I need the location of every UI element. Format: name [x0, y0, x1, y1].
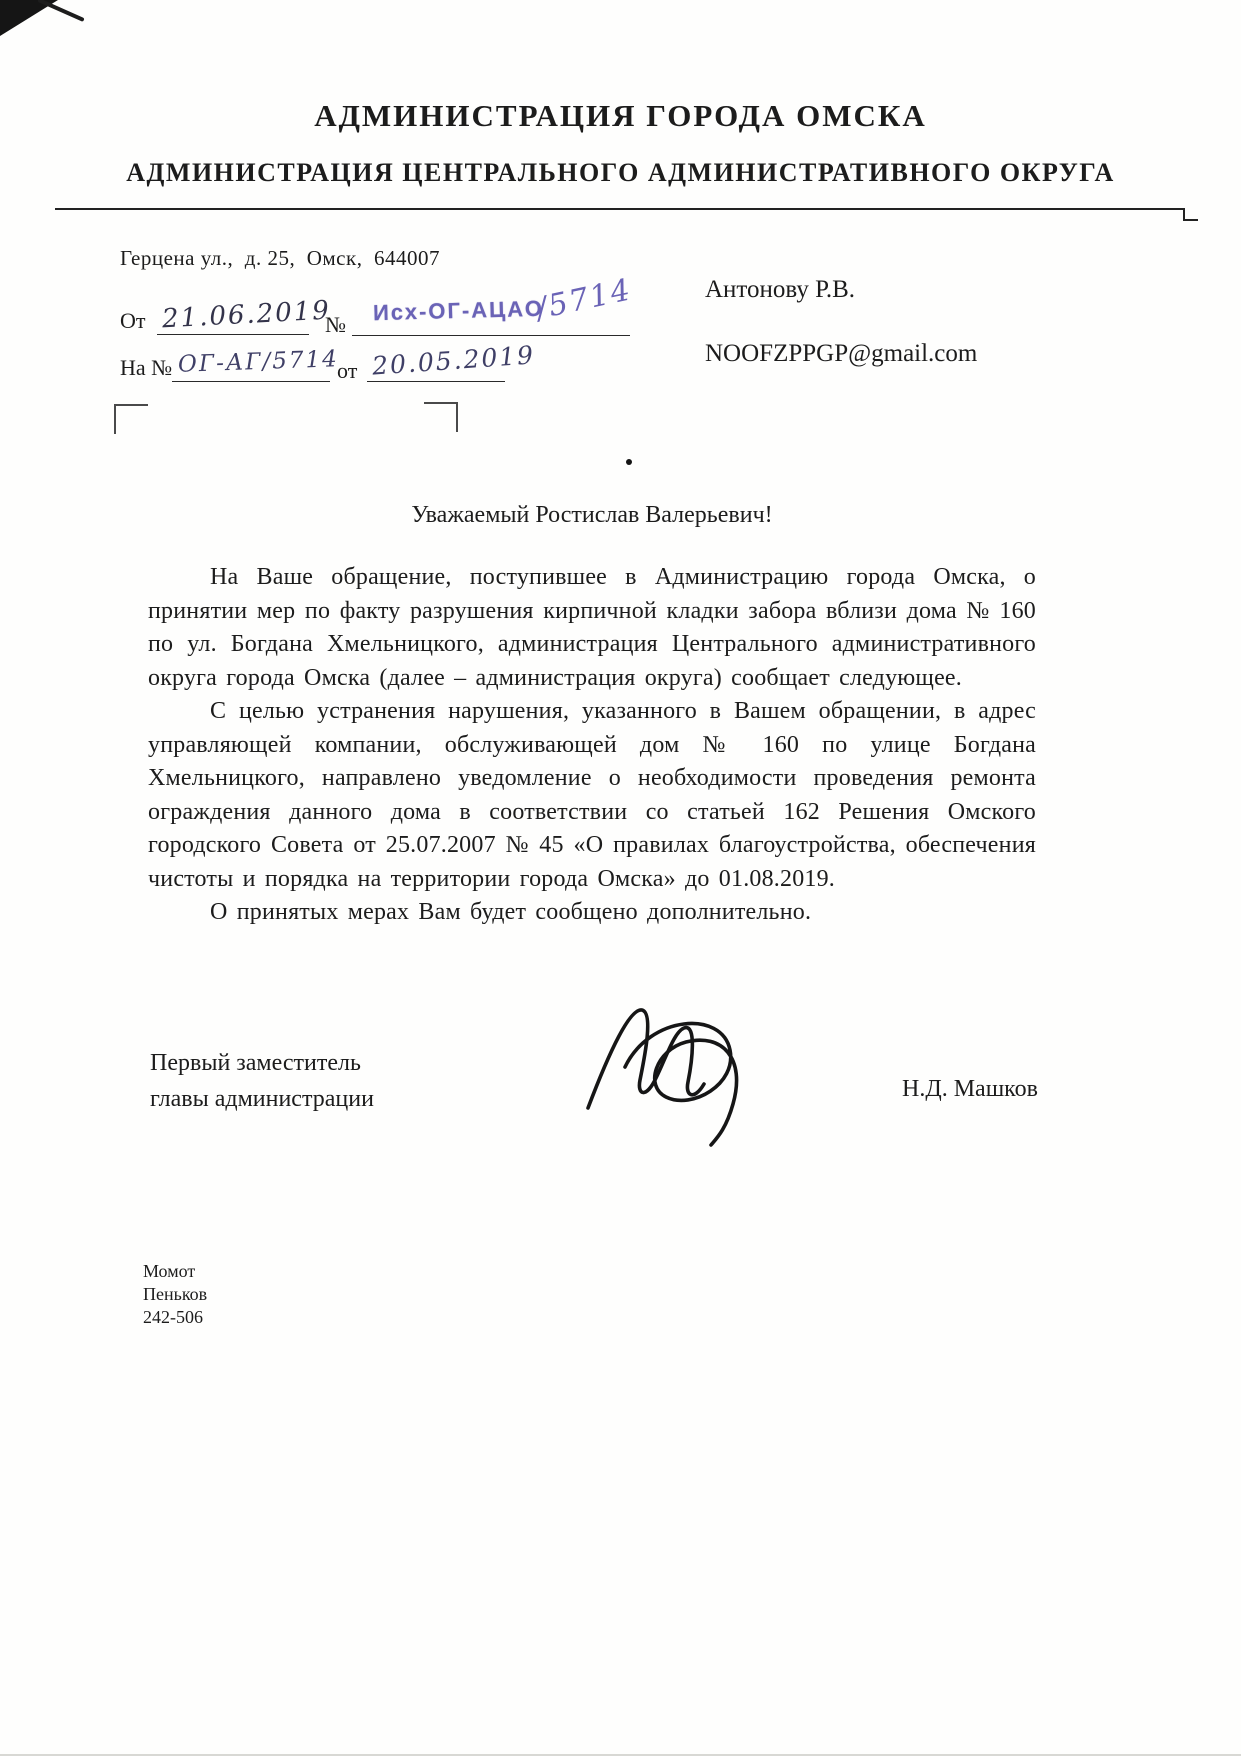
outgoing-number-handwritten: /5714	[533, 272, 636, 327]
recipient-email: NOOFZPPGP@gmail.com	[705, 340, 978, 367]
ref-from-label: От	[120, 308, 146, 333]
header-divider-end	[1183, 219, 1198, 221]
letter-footer	[143, 1260, 207, 1329]
reply-ref-from-label: от	[337, 358, 358, 383]
body-paragraph-1: На Ваше обращение, поступившее в Администрацию города Омска, о принятии мер по факту разрушения кирпичной кладки забора вблизи дома № 160 по ул. Богдана Хмельницкого, администрация Центрального административного округа города Омска (далее – администрация округа) сообщает следующее.	[148, 564, 1036, 691]
signer-title-line1: Первый заместитель	[150, 1050, 361, 1076]
sender-address: Герцена ул., д. 25, Омск, 644007	[120, 246, 440, 270]
address-field-corner-mark-right	[424, 402, 458, 432]
ref-number-label: №	[325, 312, 346, 337]
signature-scribble	[570, 982, 790, 1147]
footer-executor-2: Пеньков	[143, 1284, 208, 1304]
org-name-district: АДМИНИСТРАЦИЯ ЦЕНТРАЛЬНОГО АДМИНИСТРАТИВНОГО ОКРУГА	[126, 158, 1115, 187]
outgoing-number-stamp: Исх-ОГ-АЦАО	[372, 295, 545, 326]
salutation: Уважаемый Ростислав Валерьевич!	[411, 502, 773, 528]
footer-phone: 242-506	[143, 1307, 203, 1327]
scan-speck-dot	[626, 459, 632, 465]
header-divider	[55, 208, 1183, 210]
reply-ref-number-line	[172, 381, 330, 382]
signer-title-line2: главы администрации	[150, 1086, 374, 1112]
org-name-city: АДМИНИСТРАЦИЯ ГОРОДА ОМСКА	[314, 98, 927, 133]
reply-ref-date-handwritten: 20.05.2019	[371, 340, 536, 381]
reply-ref-number-handwritten: ОГ-АГ/5714	[177, 346, 340, 378]
ref-number-line	[352, 335, 630, 336]
letter-body	[148, 502, 1036, 930]
footer-executor-1: Момот	[143, 1261, 196, 1281]
reply-ref-date-line	[367, 381, 505, 382]
body-paragraph-3: О принятых мерах Вам будет сообщено дополнительно.	[210, 899, 812, 925]
ref-from-date-handwritten: 21.06.2019	[161, 295, 332, 335]
signer-name: Н.Д. Машков	[902, 1076, 1038, 1102]
reply-ref-label: На №	[120, 355, 173, 380]
ref-from-date-line	[157, 334, 309, 335]
address-field-corner-mark-left	[114, 404, 148, 434]
body-paragraph-2: С целью устранения нарушения, указанного в Вашем обращении, в адрес управляющей компании, обслуживающей дом № 160 по улице Богдана Хмельницкого, направлено уведомление о необходимости проведения ремонта ограждения данного дома в соответствии со статьей 162 Решения Омского городского Совета от 25.07.2007 № 45 «О правилах благоустройства, обеспечения чистоты и порядка на территории города Омска» до 01.08.2019.	[148, 698, 1036, 892]
recipient-name: Антонову Р.В.	[705, 276, 856, 303]
